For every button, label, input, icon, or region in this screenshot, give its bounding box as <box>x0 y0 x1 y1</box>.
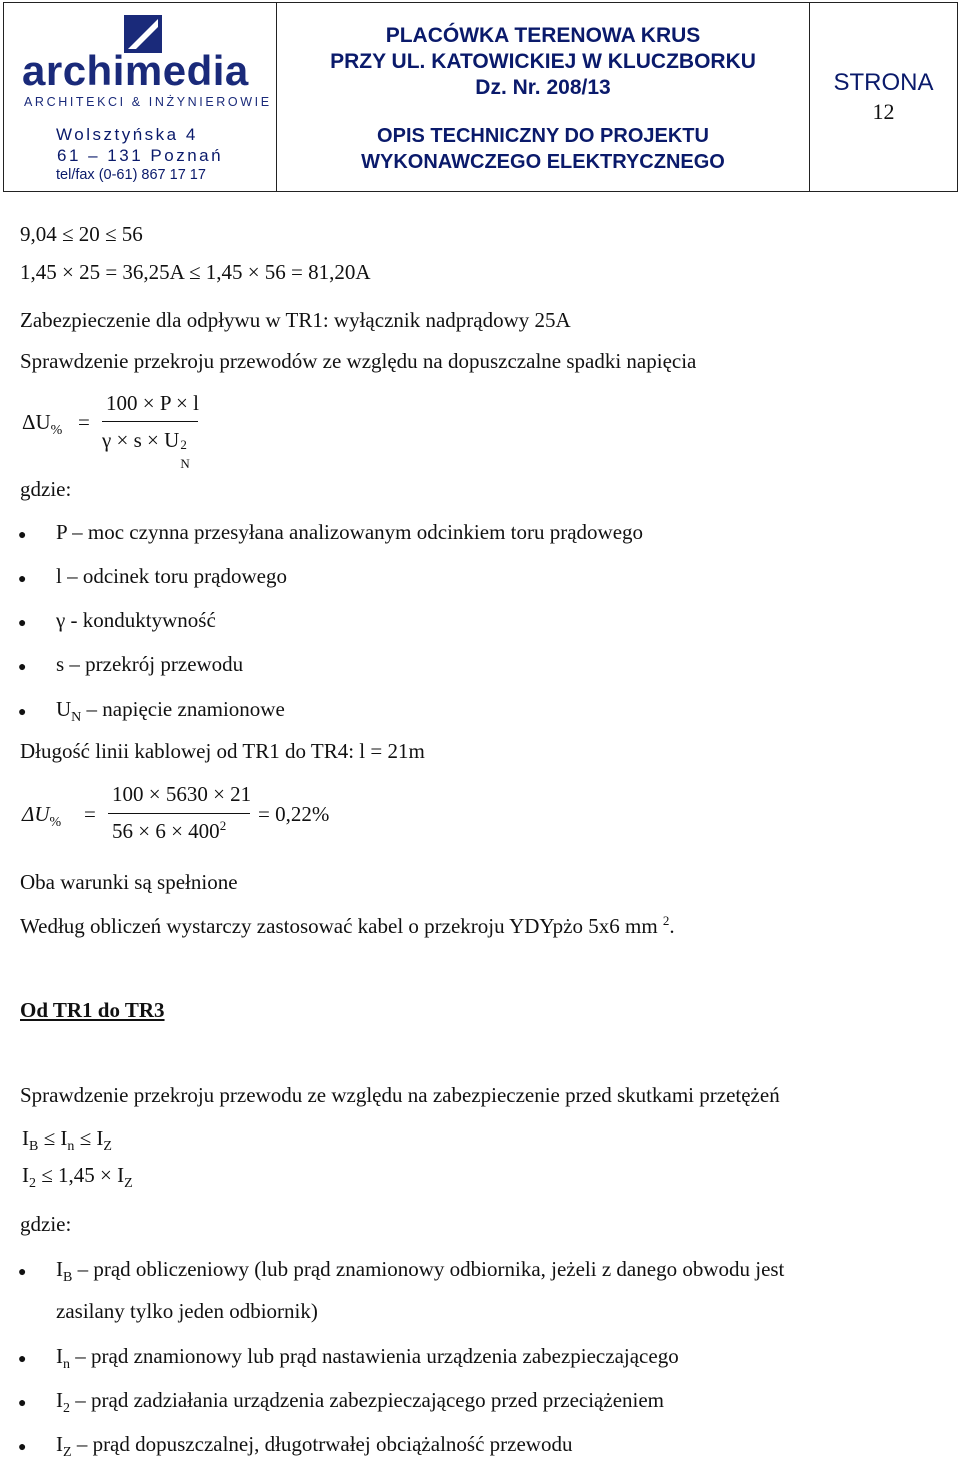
bullet-icon: ● <box>18 1265 27 1280</box>
formula-lhs: $\Delta U_{\%}$ <box>22 410 63 439</box>
page-number: 12 <box>872 99 895 124</box>
formula-denominator: γ × s × U 2 N <box>102 428 190 471</box>
calc-denominator: $56 \times 6 \times 400^2$ <box>112 818 227 843</box>
bullet-icon: ● <box>18 1352 27 1367</box>
bullet-icon: ● <box>18 705 27 720</box>
list-item: $I_Z$ – prąd dopuszczalnej, długotrwałej obciążalność przewodu <box>56 1432 573 1461</box>
conditions-met-text: Oba warunki są spełnione <box>20 870 238 894</box>
list-item: P – moc czynna przesyłana analizowanym odcinkiem toru prądowego <box>56 520 644 544</box>
voltage-check-text: Sprawdzenie przekroju przewodów ze względu na dopuszczalne spadki napięcia <box>20 349 697 373</box>
protection-text: Zabezpieczenie dla odpływu w TR1: wyłącznik nadprądowy 25A <box>20 308 571 332</box>
bullet-icon: ● <box>18 616 27 631</box>
drawing-number: Dz. Nr. 208/13 <box>475 76 611 99</box>
list-item: $I_2$ – prąd zadziałania urządzenia zabezpieczającego przed przeciążeniem <box>56 1388 664 1417</box>
calc-lhs: $\Delta U_{\%}$ <box>22 802 62 831</box>
list-item: $U_N$ – napięcie znamionowe <box>56 697 285 726</box>
logo-subtitle: ARCHITEKCI & INŻYNIEROWIE <box>24 95 272 109</box>
calc-numerator: 100 × 5630 × 21 <box>112 782 252 806</box>
title-cell <box>277 3 810 192</box>
bullet-icon: ● <box>18 528 27 543</box>
list-item: l – odcinek toru prądowego <box>56 564 287 588</box>
project-title-1: PLACÓWKA TERENOWA KRUS <box>385 24 701 47</box>
conclusion-text: Według obliczeń wystarczy zastosować kabel o przekroju YDYpżo 5x6 mm $^2$. <box>20 913 675 938</box>
where-label-2: gdzie: <box>20 1212 72 1236</box>
list-item: γ - konduktywność <box>56 608 216 632</box>
condition-2: $I_2 \le 1,45 \times I_Z$ <box>22 1163 133 1192</box>
section-heading: Od TR1 do TR3 <box>20 998 165 1022</box>
calc-fraction-bar <box>108 813 250 814</box>
doc-title-1: OPIS TECHNICZNY DO PROJEKTU <box>377 125 709 147</box>
bullet-icon: ● <box>18 572 27 587</box>
formula-equals: = <box>78 410 90 434</box>
page-cell <box>810 3 958 192</box>
doc-title-2: WYKONAWCZEGO ELEKTRYCZNEGO <box>361 151 725 173</box>
calc-equals: = <box>84 802 96 826</box>
list-item-continuation: zasilany tylko jeden odbiornik) <box>56 1299 318 1323</box>
inequality-2: 1,45 × 25 = 36,25A ≤ 1,45 × 56 = 81,20A <box>20 260 371 284</box>
list-item: s – przekrój przewodu <box>56 652 244 676</box>
page-label: STRONA <box>833 69 934 96</box>
bullet-icon: ● <box>18 1396 27 1411</box>
project-title-2: PRZY UL. KATOWICKIEJ W KLUCZBORKU <box>330 50 756 73</box>
address-city: 61 – 131 Poznań <box>57 146 224 165</box>
address-street: Wolsztyńska 4 <box>56 125 198 144</box>
calc-result: = 0,22% <box>258 802 330 826</box>
formula-numerator: 100 × P × l <box>106 391 199 415</box>
bullet-icon: ● <box>18 1440 27 1455</box>
logo-cell <box>4 3 277 192</box>
inequality-1: 9,04 ≤ 20 ≤ 56 <box>20 222 143 246</box>
where-label-1: gdzie: <box>20 477 72 501</box>
condition-1: $I_B \le I_n \le I_Z$ <box>22 1126 112 1155</box>
phone-fax: tel/fax (0-61) 867 17 17 <box>56 167 206 183</box>
overload-check-text: Sprawdzenie przekroju przewodu ze względu na zabezpieczenie przed skutkami przetężeń <box>20 1083 780 1107</box>
formula-fraction-bar <box>102 421 198 422</box>
list-item: $I_B$ – prąd obliczeniowy (lub prąd znamionowy odbiornika, jeżeli z danego obwodu jest <box>56 1257 785 1286</box>
cable-length-text: Długość linii kablowej od TR1 do TR4: l = 21m <box>20 739 425 763</box>
list-item: $I_n$ – prąd znamionowy lub prąd nastawienia urządzenia zabezpieczającego <box>56 1344 679 1373</box>
logo-wordmark: archimedia <box>22 47 249 94</box>
bullet-icon: ● <box>18 660 27 675</box>
document-header <box>3 2 958 192</box>
